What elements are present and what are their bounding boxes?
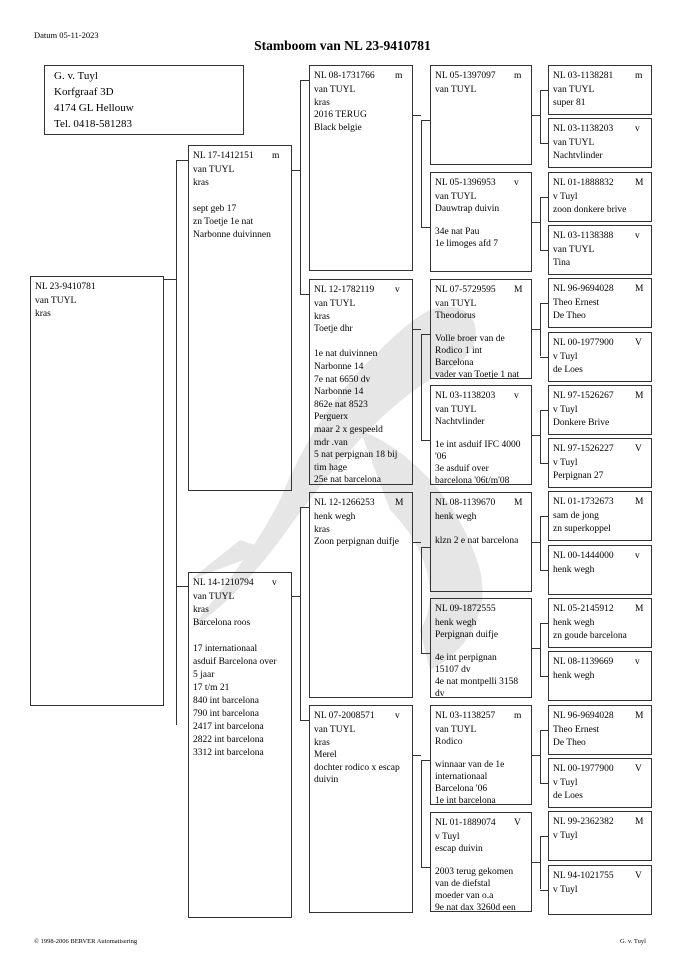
parent-card-line: kras: [193, 178, 209, 188]
connector-line: [540, 410, 548, 411]
ggparent-card-sex: v: [514, 178, 519, 188]
gggparent-card-line: Donkere Brive: [553, 417, 610, 428]
ggparent-card-line: henk wegh: [435, 618, 477, 628]
grandparent-card-line: maar 2 x gespeeld: [314, 425, 383, 435]
grandparent-card-line: kras: [314, 97, 330, 108]
connector-line: [540, 783, 548, 784]
connector-line: [421, 440, 430, 441]
gggparent-card-line: zoon donkere brive: [553, 204, 627, 215]
grandparent-card-line: Merel: [314, 750, 337, 761]
connector-line: [421, 760, 422, 867]
gggparent-card-line: Theo Ernest: [553, 298, 600, 309]
connector-line: [540, 836, 548, 837]
connector-line: [300, 80, 301, 294]
gggparent-card-sex: M: [635, 390, 644, 401]
ggparent-card-line: Nachtvlinder: [435, 416, 485, 427]
parent-card-sex: v: [272, 578, 277, 588]
gggparent-card-ring: NL 97-1526227: [553, 444, 614, 455]
ggparent-card-sex: m: [514, 711, 522, 721]
connector-line: [540, 516, 548, 517]
footer-owner: G. v. Tuyl: [620, 938, 646, 945]
connector-line: [421, 547, 422, 653]
ggparent-card-ring: NL 01-1889074: [435, 818, 496, 828]
connector-line: [300, 507, 301, 720]
parent-card-sex: m: [272, 151, 280, 161]
grandparent-card-line: tim hage: [314, 462, 347, 473]
connector-line: [532, 542, 540, 543]
parent-card-line: Narbonne duivinnen: [193, 230, 271, 240]
connector-line: [421, 227, 430, 228]
grandparent-card-ring: NL 08-1731766: [314, 71, 375, 81]
subject-card-line: kras: [35, 309, 51, 319]
ggparent-card-ring: NL 05-1396953: [435, 178, 496, 188]
ggparent-card-sex: v: [514, 391, 519, 401]
ggparent-card-line: 34e nat Pau: [435, 227, 480, 238]
connector-line: [540, 463, 548, 464]
parent-card-line: van TUYL: [193, 592, 235, 602]
gggparent-card-sex: V: [635, 444, 642, 455]
connector-line: [540, 197, 541, 250]
ggparent-card-ring: NL 08-1139670: [435, 498, 496, 508]
ggparent-card-sex: V: [514, 818, 521, 828]
parent-card-line: 5 jaar: [193, 670, 215, 680]
connector-line: [421, 653, 430, 654]
gggparent-card-sex: V: [635, 337, 642, 348]
parent-card-line: Barcelona roos: [193, 618, 251, 628]
parent-card-line: asduif Barcelona over: [193, 657, 277, 667]
owner-name: G. v. Tuyl: [54, 70, 98, 82]
ggparent-card-line: van TUYL: [435, 405, 477, 415]
footer-copyright: © 1998-2006 BERVER Automatisering: [34, 938, 138, 945]
gggparent-card-line: sam de jong: [553, 511, 599, 522]
ggparent-card-line: van TUYL: [435, 192, 477, 202]
gggparent-card-ring: NL 00-1977900: [553, 337, 614, 348]
connector-line: [540, 90, 541, 143]
ggparent-card-line: van TUYL: [435, 299, 477, 309]
owner-city: 4174 GL Hellouw: [54, 102, 134, 114]
ggparent-card-ring: NL 09-1872555: [435, 604, 496, 614]
gggparent-card-sex: M: [635, 177, 644, 188]
ggparent-card-line: escap duivin: [435, 843, 483, 854]
gggparent-card-ring: NL 01-1888832: [553, 177, 614, 188]
gggparent-card-line: v Tuyl: [553, 191, 578, 202]
connector-line: [540, 570, 548, 571]
connector-line: [421, 867, 430, 868]
grandparent-card-line: Narbonne 14: [314, 362, 364, 372]
gggparent-card-ring: NL 00-1977900: [553, 763, 614, 774]
ggparent-card-line: vader van Toetje 1 nat: [435, 369, 520, 380]
connector-line: [164, 279, 176, 280]
grandparent-card-line: henk wegh: [314, 512, 356, 522]
ggparent-card-line: Volle broer van de: [435, 334, 505, 345]
grandparent-card-line: van TUYL: [314, 725, 356, 735]
connector-line: [421, 547, 430, 548]
connector-line: [540, 143, 548, 144]
gggparent-card-sex: M: [635, 817, 644, 828]
connector-line: [421, 334, 430, 335]
gggparent-card-ring: NL 05-2145912: [553, 604, 614, 614]
grandparent-card-ring: NL 12-1782119: [314, 285, 375, 295]
gggparent-card-sex: V: [635, 763, 642, 774]
page-title: Stamboom van NL 23-9410781: [254, 38, 431, 53]
connector-line: [532, 862, 540, 863]
connector-line: [413, 115, 421, 116]
parent-card-line: 790 int barcelona: [193, 709, 259, 719]
grandparent-card-ring: NL 07-2008571: [314, 711, 375, 721]
grandparent-card-line: duivin: [314, 775, 339, 786]
connector-line: [540, 410, 541, 463]
ggparent-card-sex: m: [514, 71, 522, 81]
connector-line: [540, 303, 548, 304]
connector-line: [540, 516, 541, 569]
grandparent-card-line: 5 nat perpignan 18 bij: [314, 450, 398, 461]
ggparent-card-line: Barcelona '06: [435, 784, 488, 794]
parent-card-ring: NL 17-1412151: [193, 151, 254, 161]
ggparent-card-line: van TUYL: [435, 85, 477, 95]
ggparent-card-sex: M: [514, 285, 523, 295]
connector-line: [176, 586, 188, 587]
subject-card-line: van TUYL: [35, 296, 77, 306]
owner-card: [44, 65, 244, 135]
connector-line: [292, 170, 300, 171]
grandparent-card-line: mdr .van: [314, 437, 348, 448]
ggparent-card-line: 2003 terug gekomen: [435, 867, 514, 878]
gggparent-card-line: v Tuyl: [553, 458, 578, 469]
grandparent-card-sex: M: [395, 498, 404, 508]
connector-line: [532, 115, 540, 116]
gggparent-card-sex: v: [635, 550, 640, 561]
connector-line: [540, 303, 541, 356]
gggparent-card-sex: M: [635, 284, 644, 295]
gggparent-card-line: v Tuyl: [553, 884, 578, 895]
grandparent-card-line: kras: [314, 737, 330, 748]
gggparent-card-line: Tina: [553, 257, 571, 268]
connector-line: [532, 648, 540, 649]
parent-card-ring: NL 14-1210794: [193, 578, 254, 588]
gggparent-card-line: van TUYL: [553, 85, 595, 95]
connector-line: [176, 160, 177, 725]
gggparent-card-line: van TUYL: [553, 244, 595, 255]
grandparent-card-line: Perguerx: [314, 412, 349, 423]
grandparent-card-line: Zoon perpignan duifje: [314, 537, 399, 548]
connector-line: [532, 755, 540, 756]
gggparent-card-ring: NL 96-9694028: [553, 284, 614, 295]
connector-line: [532, 222, 540, 223]
owner-phone: Tel. 0418-581283: [54, 118, 133, 130]
ggparent-card-line: Barcelona: [435, 358, 474, 368]
connector-line: [300, 80, 309, 81]
ggparent-card-line: klzn 2 e nat barcelona: [435, 535, 519, 546]
gggparent-card-ring: NL 03-1138203: [553, 124, 614, 135]
grandparent-card-line: 7e nat 6650 dv: [314, 374, 371, 385]
gggparent-card-ring: NL 94-1021755: [553, 870, 614, 881]
connector-line: [540, 730, 541, 783]
grandparent-card-line: 25e nat barcelona: [314, 475, 381, 486]
ggparent-card-line: internationaal: [435, 772, 488, 783]
gggparent-card-sex: v: [635, 230, 640, 241]
connector-line: [540, 676, 548, 677]
grandparent-card-line: 862e nat 8523: [314, 399, 368, 410]
gggparent-card-line: zn goude barcelona: [553, 631, 627, 641]
ggparent-card-line: 15107 dv: [435, 665, 471, 676]
gggparent-card-line: henk wegh: [553, 618, 595, 628]
ggparent-card-line: Theodorus: [435, 310, 476, 321]
parent-card-line: 840 int barcelona: [193, 696, 259, 706]
parent-card-line: van TUYL: [193, 165, 235, 175]
gggparent-card-line: v Tuyl: [553, 404, 578, 415]
connector-line: [413, 755, 421, 756]
gggparent-card-line: v Tuyl: [553, 777, 578, 788]
ggparent-card-line: 4e int perpignan: [435, 653, 497, 664]
connector-line: [300, 720, 309, 721]
ggparent-card-line: henk wegh: [435, 512, 477, 522]
connector-line: [540, 90, 548, 91]
ggparent-card-line: 3e asduif over: [435, 464, 489, 474]
connector-line: [540, 357, 548, 358]
ggparent-card-line: van TUYL: [435, 725, 477, 735]
gggparent-card-sex: M: [635, 604, 644, 614]
gggparent-card-ring: NL 03-1138281: [553, 71, 614, 81]
gggparent-card-ring: NL 03-1138388: [553, 230, 614, 241]
grandparent-card-sex: v: [395, 711, 400, 721]
gggparent-card-sex: M: [635, 497, 644, 508]
ggparent-card-line: winnaar van de 1e: [435, 760, 505, 771]
parent-card-line: 17 internationaal: [193, 644, 258, 654]
ggparent-card-ring: NL 03-1138203: [435, 391, 496, 401]
grandparent-card-ring: NL 12-1266253: [314, 498, 375, 508]
ggparent-card-line: 4e nat montpelli 3158: [435, 677, 519, 687]
grandparent-card-line: kras: [314, 524, 330, 535]
gggparent-card-line: Perpignan 27: [553, 471, 604, 482]
connector-line: [421, 334, 422, 440]
grandparent-card-line: 1e nat duivinnen: [314, 349, 378, 360]
gggparent-card-ring: NL 01-1732673: [553, 497, 614, 508]
ggparent-card-line: barcelona '06t/m'08: [435, 475, 510, 486]
ggparent-card-line: 1e int asduif IFC 4000: [435, 440, 521, 451]
gggparent-card-sex: V: [635, 870, 642, 881]
owner-street: Korfgraaf 3D: [54, 86, 114, 98]
ggparent-card-line: Rodico 1 int: [435, 346, 482, 357]
subject-card-ring: NL 23-9410781: [35, 282, 96, 292]
gggparent-card-sex: M: [635, 710, 644, 721]
gggparent-card-ring: NL 97-1526267: [553, 390, 614, 401]
parent-card-line: 2417 int barcelona: [193, 722, 264, 732]
connector-line: [540, 197, 548, 198]
gggparent-card-line: super 81: [553, 98, 586, 108]
connector-line: [532, 435, 540, 436]
ggparent-card-ring: NL 05-1397097: [435, 71, 496, 81]
gggparent-card-line: van TUYL: [553, 138, 595, 149]
parent-card-line: 3312 int barcelona: [193, 748, 264, 758]
gggparent-card-line: henk wegh: [553, 564, 595, 575]
gggparent-card-line: de Loes: [553, 364, 583, 375]
connector-line: [300, 507, 309, 508]
ggparent-card-line: moeder van o.a: [435, 891, 494, 901]
ggparent-card-line: Dauwtrap duivin: [435, 203, 500, 214]
gggparent-card-ring: NL 08-1139669: [553, 657, 614, 668]
gggparent-card-sex: v: [635, 124, 640, 135]
connector-line: [532, 329, 540, 330]
ggparent-card-sex: M: [514, 498, 523, 508]
connector-line: [540, 250, 548, 251]
ggparent-card-line: 1e int barcelona: [435, 795, 496, 806]
gggparent-card-ring: NL 99-2362382: [553, 817, 614, 828]
gggparent-card-line: v Tuyl: [553, 831, 578, 842]
connector-line: [540, 623, 541, 676]
parent-card: [188, 145, 292, 491]
gggparent-card-sex: m: [635, 71, 643, 81]
connector-line: [421, 760, 430, 761]
connector-line: [540, 730, 548, 731]
connector-line: [540, 836, 541, 889]
connector-line: [176, 160, 188, 161]
gggparent-card-sex: v: [635, 657, 640, 668]
ggparent-card-line: Perpignan duifje: [435, 629, 499, 640]
connector-line: [421, 120, 430, 121]
ggparent-card-line: v Tuyl: [435, 832, 460, 842]
parent-card-line: 17 t/m 21: [193, 683, 230, 693]
grandparent-card-line: van TUYL: [314, 85, 356, 95]
connector-line: [540, 623, 548, 624]
grandparent-card-line: dochter rodico x escap: [314, 762, 400, 773]
ggparent-card-line: Rodico: [435, 736, 463, 747]
grandparent-card-line: Toetje dhr: [314, 324, 353, 335]
gggparent-card-line: De Theo: [553, 311, 586, 322]
print-date: Datum 05-11-2023: [34, 30, 99, 40]
ggparent-card-line: '06: [435, 452, 447, 463]
grandparent-card-line: Narbonne 14: [314, 387, 364, 398]
connector-line: [413, 329, 421, 330]
grandparent-card-sex: v: [395, 285, 400, 295]
connector-line: [292, 596, 300, 597]
ggparent-card-line: dv: [435, 688, 445, 699]
grandparent-card-line: van TUYL: [314, 299, 356, 309]
grandparent-card-line: Black belgie: [314, 122, 362, 133]
gggparent-card-line: Theo Ernest: [553, 724, 600, 735]
gggparent-card-line: v Tuyl: [553, 351, 578, 362]
grandparent-card-line: 2016 TERUG: [314, 110, 367, 121]
gggparent-card-ring: NL 96-9694028: [553, 710, 614, 721]
parent-card-line: zn Toetje 1e nat: [193, 217, 254, 227]
ggparent-card-line: 1e limoges afd 7: [435, 239, 499, 250]
grandparent-card-line: kras: [314, 311, 330, 322]
ggparent-card-line: van de diefstal: [435, 879, 491, 890]
connector-line: [540, 890, 548, 891]
parent-card-line: 2822 int barcelona: [193, 735, 264, 745]
gggparent-card-line: henk wegh: [553, 671, 595, 682]
gggparent-card-ring: NL 00-1444000: [553, 550, 614, 561]
connector-line: [421, 120, 422, 227]
gggparent-card-line: de Loes: [553, 790, 583, 801]
parent-card-line: kras: [193, 605, 209, 615]
gggparent-card-line: zn superkoppel: [553, 524, 611, 535]
grandparent-card-sex: m: [395, 71, 403, 81]
gggparent-card-line: Nachtvlinder: [553, 151, 603, 162]
subject-card: [30, 276, 164, 706]
gggparent-card-line: De Theo: [553, 737, 586, 748]
ggparent-card-ring: NL 07-5729595: [435, 285, 496, 295]
ggparent-card-ring: NL 03-1138257: [435, 711, 496, 721]
parent-card-line: sept geb 17: [193, 204, 237, 214]
connector-line: [300, 294, 309, 295]
connector-line: [413, 542, 421, 543]
ggparent-card-line: 9e nat dax 3260d een: [435, 902, 516, 913]
